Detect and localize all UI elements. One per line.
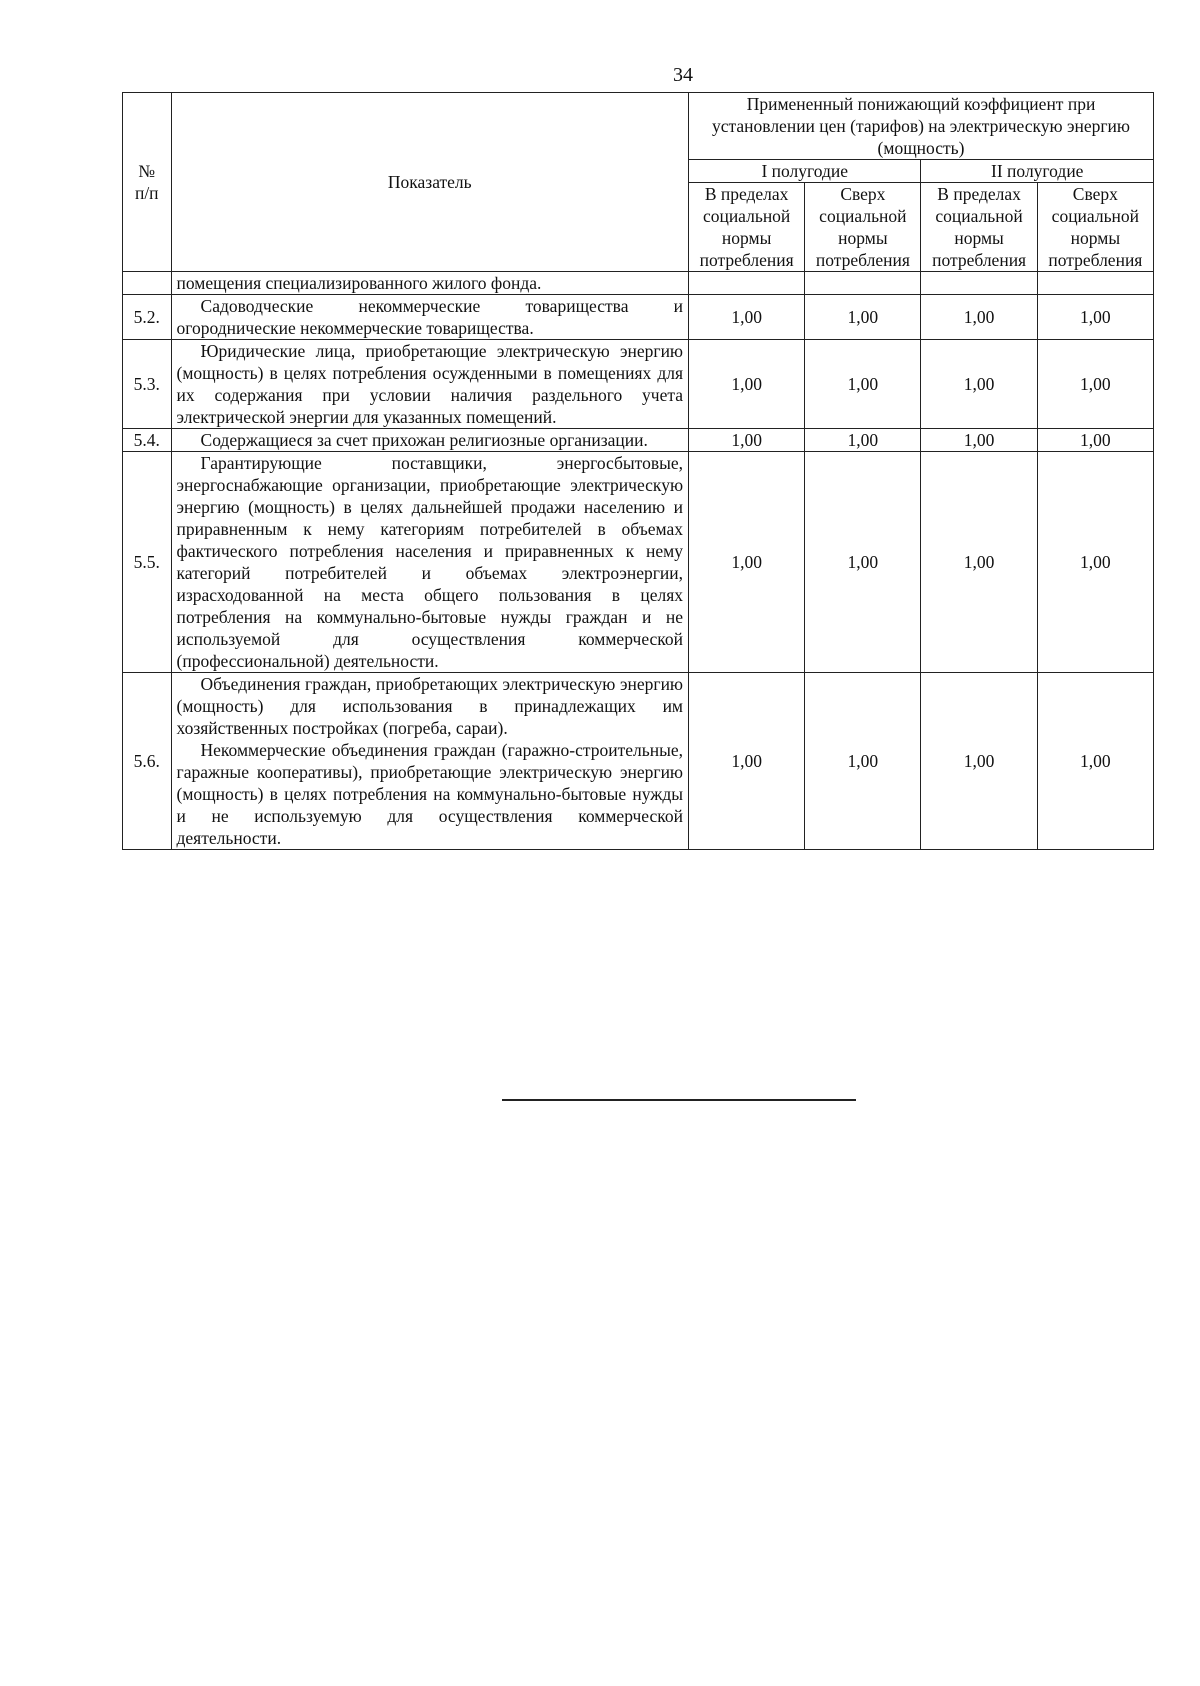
value-h1-above: 1,00: [805, 673, 921, 850]
value-h1-above: 1,00: [805, 340, 921, 429]
row-number: 5.6.: [123, 673, 172, 850]
row-indicator-text: [171, 340, 689, 429]
value-h2-within: [921, 272, 1037, 295]
row-indicator-text: [171, 272, 689, 295]
header-first-half: I полугодие: [689, 160, 921, 183]
value-h2-within: 1,00: [921, 295, 1037, 340]
value-h2-above: 1,00: [1037, 295, 1153, 340]
value-h1-above: [805, 272, 921, 295]
value-h1-within: 1,00: [689, 340, 805, 429]
row-indicator-text: [171, 295, 689, 340]
value-h1-above: 1,00: [805, 429, 921, 452]
table-row: [123, 272, 1154, 295]
row-number: 5.3.: [123, 340, 172, 429]
table-row: [123, 673, 1154, 850]
row-indicator-text: [171, 452, 689, 673]
indicator-paragraph: Гарантирующие поставщики, энергосбытовые, энергоснабжающие организации, приобретающие электрическую энергию (мощность) в целях дальнейшей продажи населению и приравненным к нему категориям потребителей в объемах фактического потребления населения и приравненных к нему категорий потребителей и объемах электроэнергии, израсходованной на места общего пользования в целях потребления на коммунально-бытовые нужды граждан и не используемой для осуществления коммерческой (профессиональной) деятельности.: [176, 453, 684, 671]
header-number-abbr: п/п: [134, 183, 159, 203]
value-h2-above: [1037, 272, 1153, 295]
value-h2-above: 1,00: [1037, 429, 1153, 452]
value-h2-within: 1,00: [921, 673, 1037, 850]
value-h1-above: 1,00: [805, 295, 921, 340]
table-row: [123, 295, 1154, 340]
value-h1-within: 1,00: [689, 429, 805, 452]
header-h2-above-norm: Сверх социальной нормы потребления: [1037, 183, 1153, 272]
value-h1-within: 1,00: [689, 673, 805, 850]
table-row: [123, 429, 1154, 452]
closing-separator-line: [502, 1099, 856, 1101]
value-h1-within: [689, 272, 805, 295]
row-indicator-text: [171, 673, 689, 850]
row-number: 5.5.: [123, 452, 172, 673]
value-h2-above: 1,00: [1037, 452, 1153, 673]
indicator-paragraph: Объединения граждан, приобретающих электрическую энергию (мощность) для использования в принадлежащих им хозяйственных постройках (погреба, сараи).: [176, 674, 684, 738]
value-h2-within: 1,00: [921, 452, 1037, 673]
header-indicator: Показатель: [171, 93, 689, 272]
value-h2-above: 1,00: [1037, 673, 1153, 850]
header-h1-within-norm: В пределах социальной нормы потребления: [689, 183, 805, 272]
header-number-sign: №: [138, 161, 156, 181]
indicator-paragraph: Садоводческие некоммерческие товарищества и огороднические некоммерческие товарищества.: [176, 296, 684, 338]
value-h2-above: 1,00: [1037, 340, 1153, 429]
indicator-paragraph: Юридические лица, приобретающие электрическую энергию (мощность) в целях потребления осужденными в помещениях для их содержания при условии наличия раздельного учета электрической энергии для указанных помещений.: [176, 341, 684, 427]
row-number: 5.4.: [123, 429, 172, 452]
table-row: [123, 452, 1154, 673]
indicator-paragraph: Содержащиеся за счет прихожан религиозные организации.: [200, 430, 648, 450]
value-h1-above: 1,00: [805, 452, 921, 673]
header-second-half: II полугодие: [921, 160, 1154, 183]
header-coefficient-group: Примененный понижающий коэффициент при установлении цен (тарифов) на электрическую энергию (мощность): [689, 93, 1154, 160]
header-h1-above-norm: Сверх социальной нормы потребления: [805, 183, 921, 272]
row-number: [123, 272, 172, 295]
header-row-number: [123, 93, 172, 272]
row-indicator-text: [171, 429, 689, 452]
header-h2-within-norm: В пределах социальной нормы потребления: [921, 183, 1037, 272]
tariff-coefficient-table: [122, 92, 1154, 850]
value-h2-within: 1,00: [921, 429, 1037, 452]
indicator-paragraph: Некоммерческие объединения граждан (гаражно-строительные, гаражные кооперативы), приобретающие электрическую энергию (мощность) в целях потребления на коммунально-бытовые нужды и не используемую для осуществления коммерческой деятельности.: [176, 740, 684, 848]
value-h1-within: 1,00: [689, 452, 805, 673]
table-row: [123, 340, 1154, 429]
indicator-paragraph: помещения специализированного жилого фонда.: [176, 273, 542, 293]
value-h2-within: 1,00: [921, 340, 1037, 429]
value-h1-within: 1,00: [689, 295, 805, 340]
page-number: 34: [673, 64, 693, 86]
row-number: 5.2.: [123, 295, 172, 340]
